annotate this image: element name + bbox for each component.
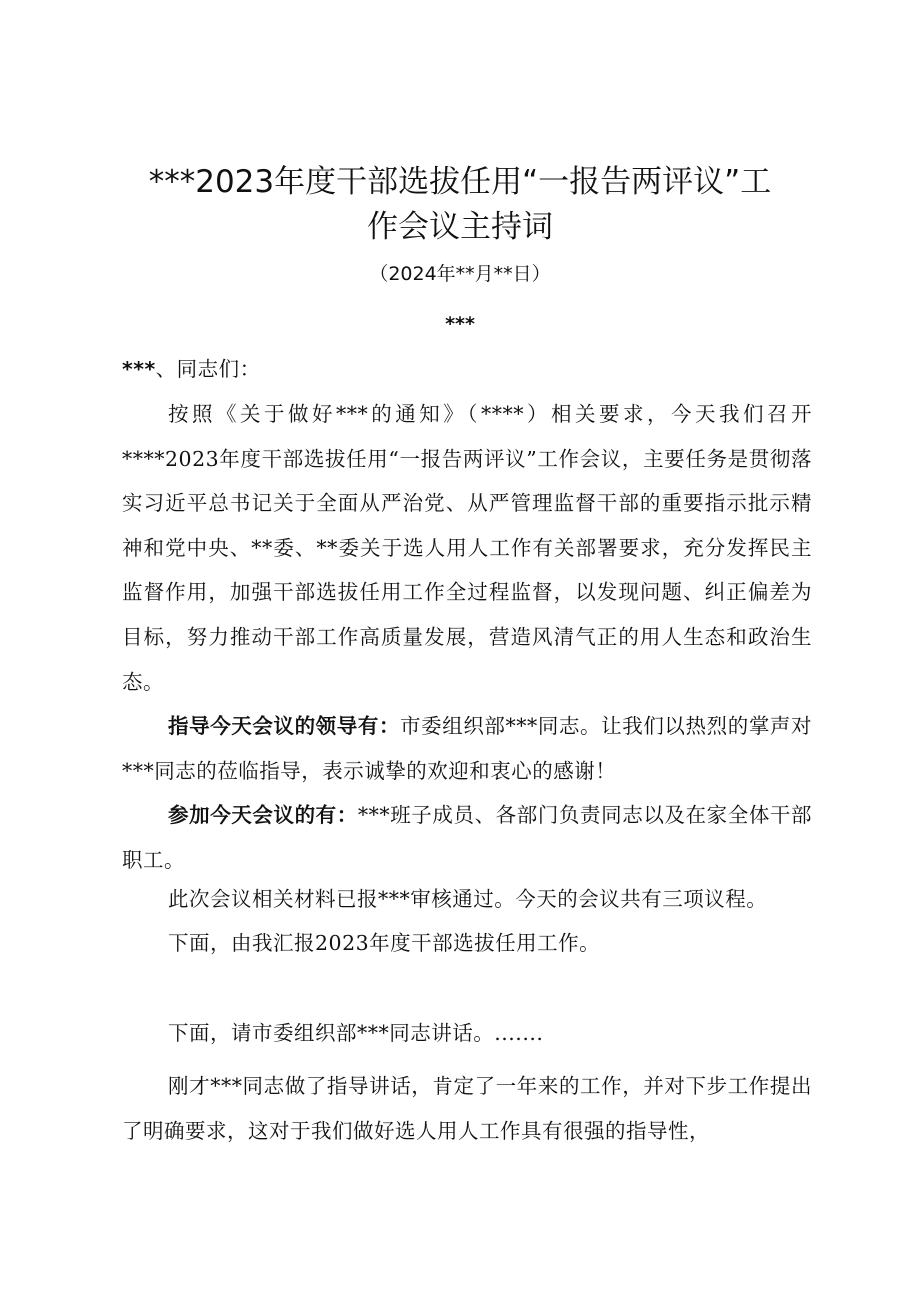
speaker-name: ***: [445, 313, 475, 335]
paragraph-summary: 刚才***同志做了指导讲话，肯定了一年来的工作，并对下步工作提出了明确要求，这对于我们做好选人用人工作具有很强的指导性，: [122, 1074, 812, 1143]
paragraph-attendees: [122, 793, 812, 882]
paragraph-leaders: [122, 704, 812, 793]
leaders-heading: 指导今天会议的领导有：: [168, 714, 401, 738]
meeting-date: （2024年**月**日）: [369, 263, 551, 285]
paragraph-speech: 下面，请市委组织部***同志讲话。.......: [168, 1021, 544, 1045]
paragraph-introduction: 按照《关于做好***的通知》（****）相关要求，今天我们召开****2023年度干部选拔任用“一报告两评议”工作会议，主要任务是贯彻落实习近平总书记关于全面从严治党、从严管理监督干部的重要指示批示精神和党中央、**委、**委关于选人用人工作有关部署要求，充分发挥民主监督作用，加强干部选拔任用工作全过程监督，以发现问题、纠正偏差为目标，努力推动干部工作高质量发展，营造风清气正的用人生态和政治生态。: [122, 402, 812, 694]
paragraph-materials: 此次会议相关材料已报***审核通过。今天的会议共有三项议程。: [168, 887, 768, 911]
document-title-line-2: 作会议主持词: [367, 209, 553, 245]
attendees-text: ***班子成员、各部门负责同志以及在家全体干部职工。: [122, 803, 813, 872]
salutation-text: 、同志们：: [155, 357, 261, 381]
paragraph-report: 下面，由我汇报2023年度干部选拔任用工作。: [168, 931, 601, 955]
leaders-text: 市委组织部***同志。让我们以热烈的掌声对***同志的莅临指导，表示诚挚的欢迎和衷心的感谢！: [122, 714, 813, 783]
attendees-heading: 参加今天会议的有：: [168, 803, 358, 827]
salutation: [122, 347, 812, 392]
salutation-name: ***: [122, 357, 156, 381]
document-title-line-1: ***2023年度干部选拔任用“一报告两评议”工: [148, 164, 772, 200]
